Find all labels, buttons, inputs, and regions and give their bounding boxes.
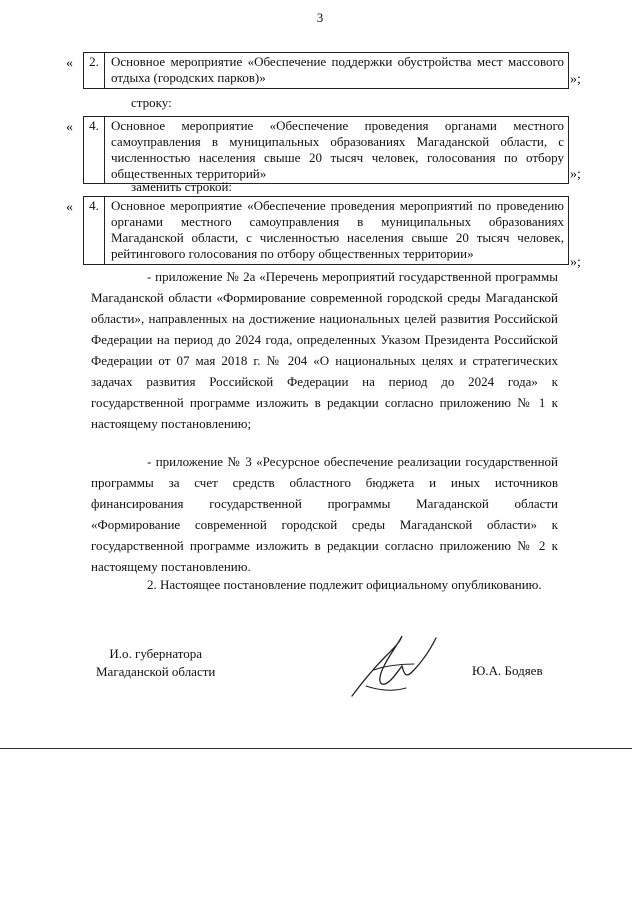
signatory-name: Ю.А. Бодяев [472,663,543,678]
row-text: Основное мероприятие «Обеспечение поддержки обустройства мест массового отдыха (городских парков)» [111,54,564,85]
close-quote-3: »; [570,255,581,270]
close-quote-1: »; [570,72,581,87]
row-number: 2. [84,53,105,88]
table-row [83,52,569,89]
open-quote-3: « [66,200,73,215]
table-row [83,116,569,184]
signatory-title [96,645,215,681]
signatory-title-line1: И.о. губернатора [109,646,203,661]
row-number: 4. [84,117,105,183]
paragraph-appendix-2a: - приложение № 2а «Перечень мероприятий государственной программы Магаданской области «Формирование современной городской среды Магаданской области», направленных на достижение национальных целей развития Российской Федерации на период до 2024 года, определенных Указом Президента Российской Федерации от 07 мая 2018 г. № 204 «О национальных целях и стратегических задачах развития Российской Федерации на период до 2024 года» к государственной программе изложить в редакции согласно приложению № 1 к настоящему постановлению; [91,269,558,431]
signatory-title-line2: Магаданской области [96,664,216,679]
row-number: 4. [84,197,105,264]
close-quote-2: »; [570,167,581,182]
open-quote-1: « [66,56,73,71]
open-quote-2: « [66,120,73,135]
connector-text-stroku: строку: [131,95,172,110]
paragraph-publication: 2. Настоящее постановление подлежит официальному опубликованию. [147,577,542,592]
bottom-rule [0,748,632,749]
connector-text-zamenit: заменить строкой: [131,179,233,194]
handwritten-signature [344,630,439,700]
page-number: 3 [316,10,324,25]
row-text: Основное мероприятие «Обеспечение проведения органами местного самоуправления в муниципальных образованиях Магаданской области, с численностью населения свыше 20 тысяч человек, голосования по отбору общественных территорий» [111,118,564,181]
table-row [83,196,569,265]
row-text: Основное мероприятие «Обеспечение проведения мероприятий по проведению органами местного самоуправления в муниципальных образованиях Магаданской области, с численностью населения свыше 20 тысяч человек, рейтингового голосования по отбору общественных территории» [111,198,564,261]
paragraph-appendix-3: - приложение № 3 «Ресурсное обеспечение реализации государственной программы за счет средств областного бюджета и иных источников финансирования государственной программы Магаданской области «Формирование современной городской среды Магаданской области» к государственной программе изложить в редакции согласно приложению № 2 к настоящему постановлению. [91,454,558,574]
